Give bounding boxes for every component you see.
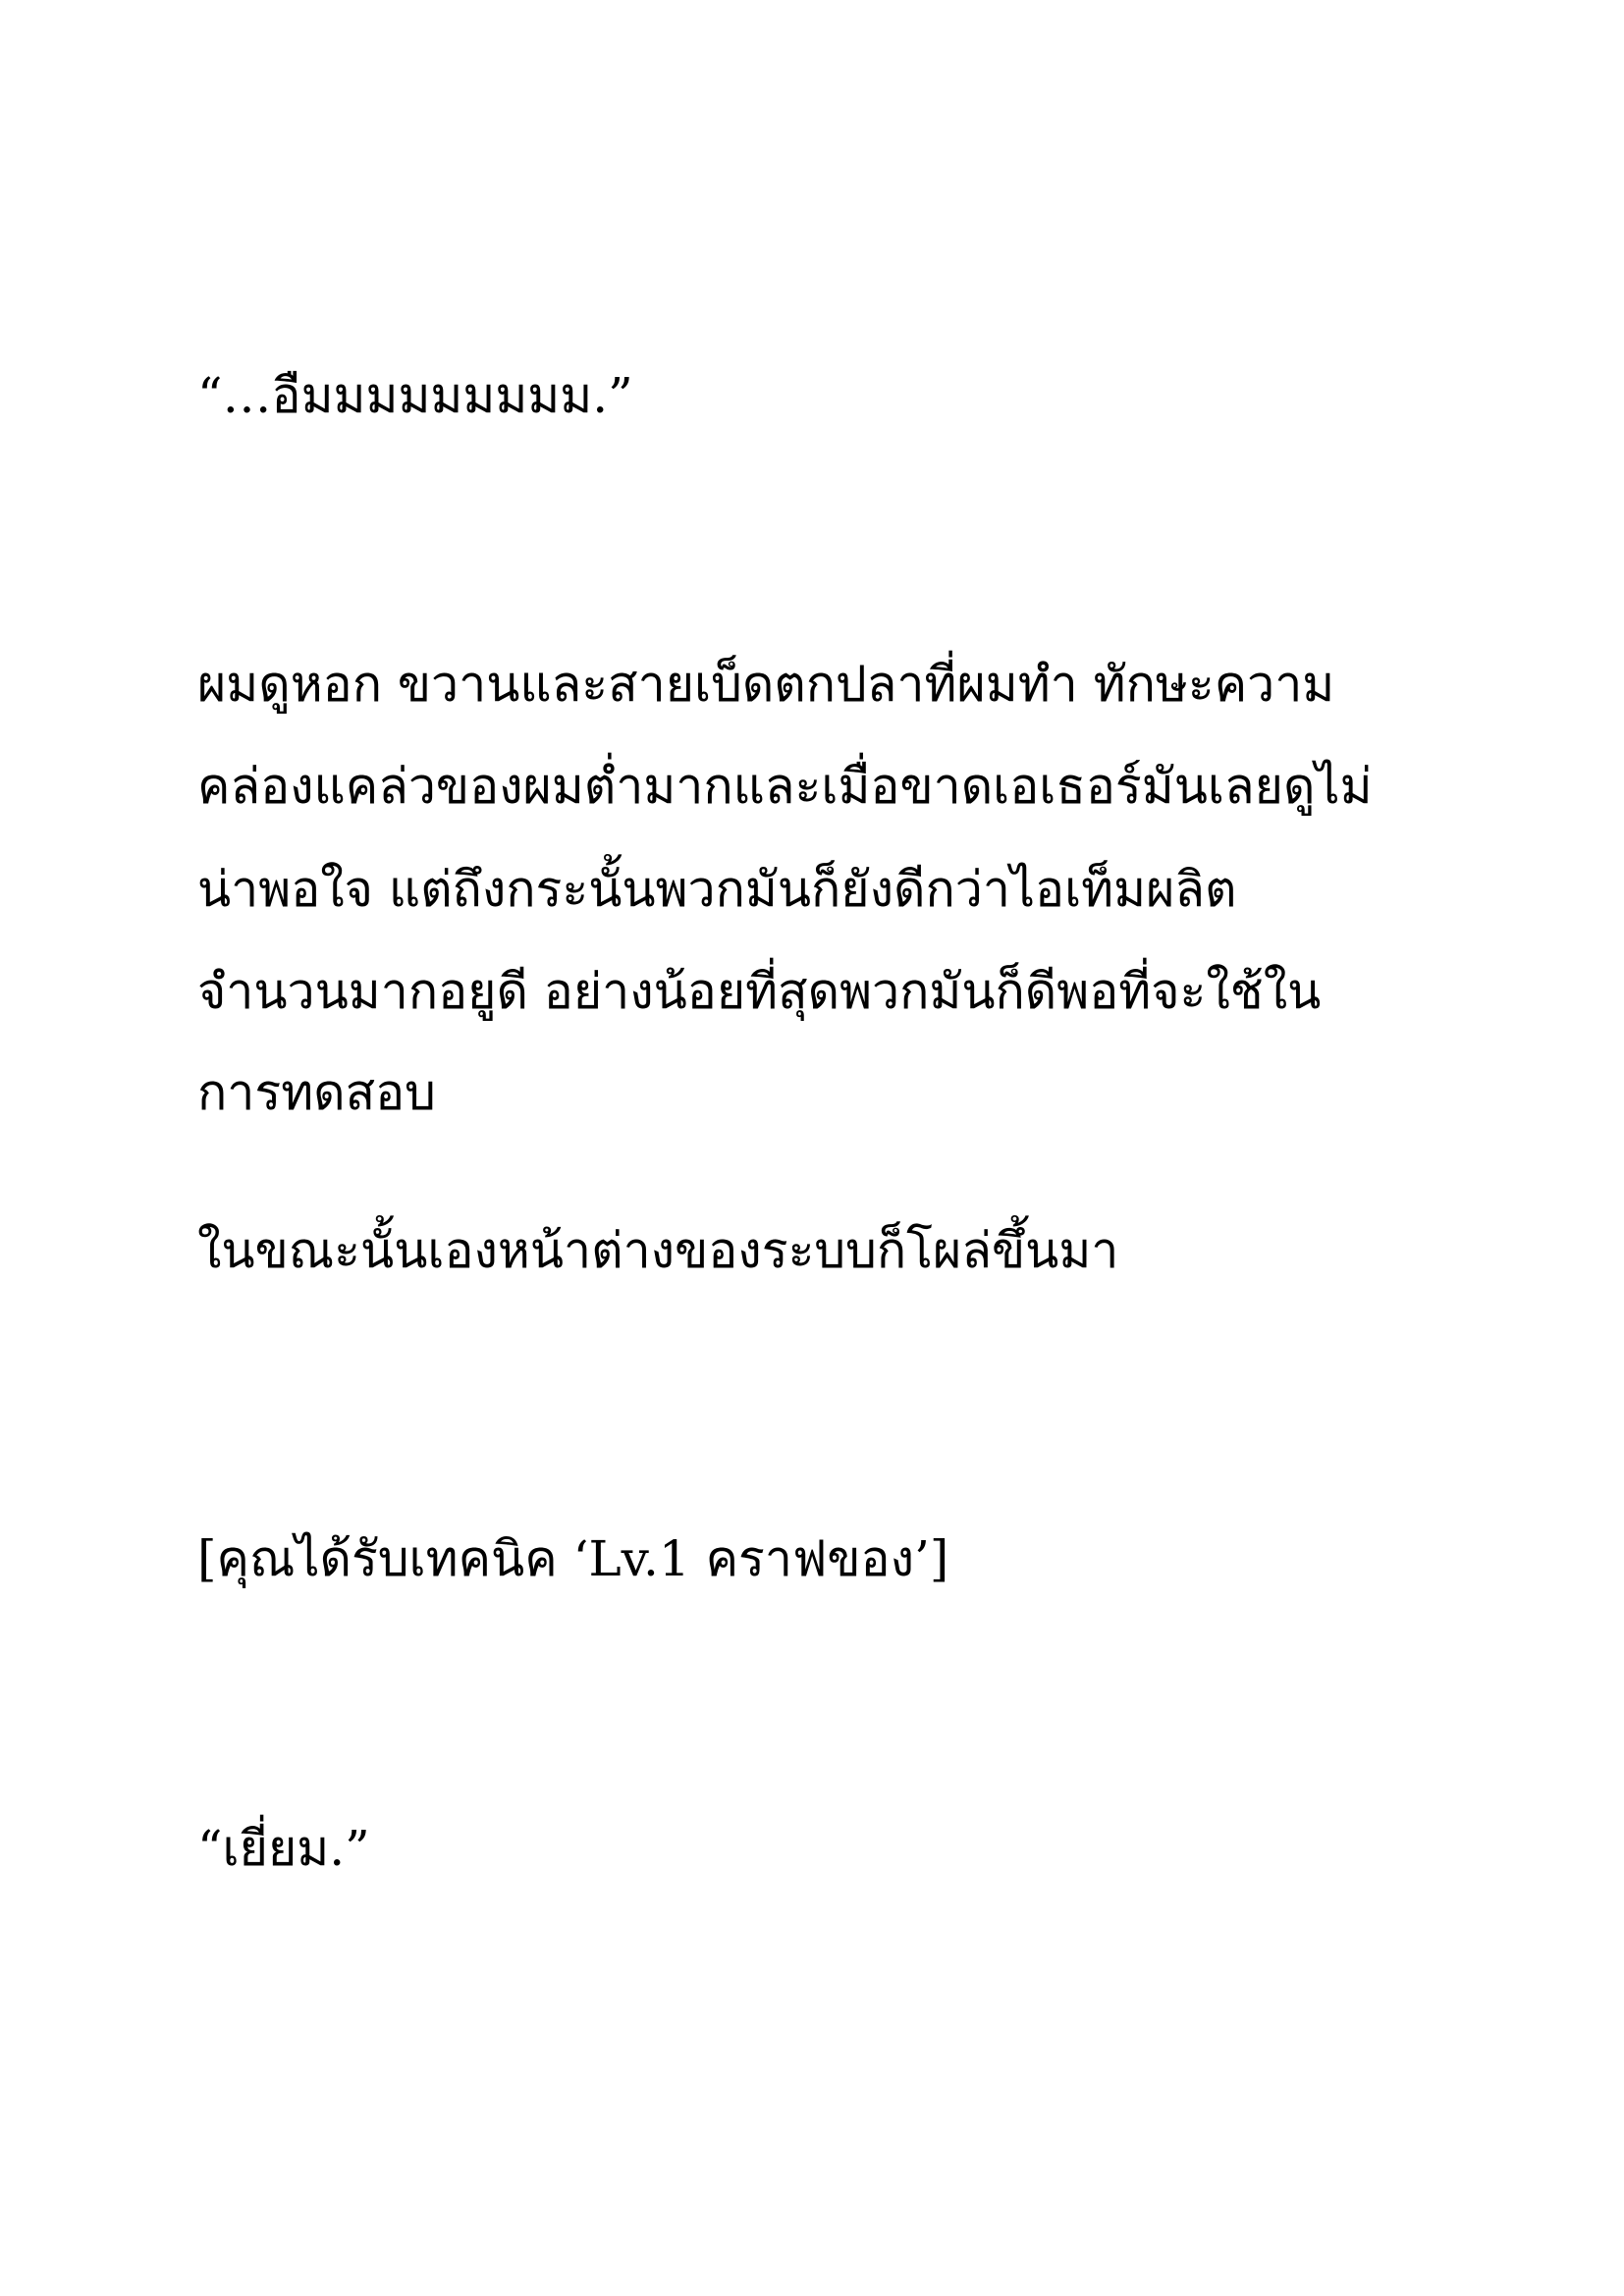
dialogue-line: “เยี่ยม.” <box>197 1820 370 1877</box>
paragraph-line: คล่องแคล่วของผมต่ำมากและเมื่อขาดเอเธอร์มันเลยดูไม่ <box>197 758 1373 815</box>
paragraph-line: ผมดูหอก ขวานและสายเบ็ดตกปลาที่ผมทำ ทักษะความ <box>197 656 1335 713</box>
paragraph-line: การทดสอบ <box>197 1064 436 1121</box>
paragraph-line: น่าพอใจ แต่ถึงกระนั้นพวกมันก็ยังดีกว่าไอเท็มผลิต <box>197 861 1237 918</box>
system-message: [คุณได้รับเทคนิค ‘Lv.1 คราฟของ’] <box>197 1530 949 1587</box>
paragraph-line: ในขณะนั้นเองหน้าต่างของระบบก็โผล่ขึ้นมา <box>197 1222 1119 1279</box>
dialogue-line: “…อืมมมมมมมมม.” <box>197 367 633 424</box>
paragraph-line: จำนวนมากอยูดี อย่างน้อยที่สุดพวกมันก็ดีพอที่จะใช้ใน <box>197 963 1322 1020</box>
